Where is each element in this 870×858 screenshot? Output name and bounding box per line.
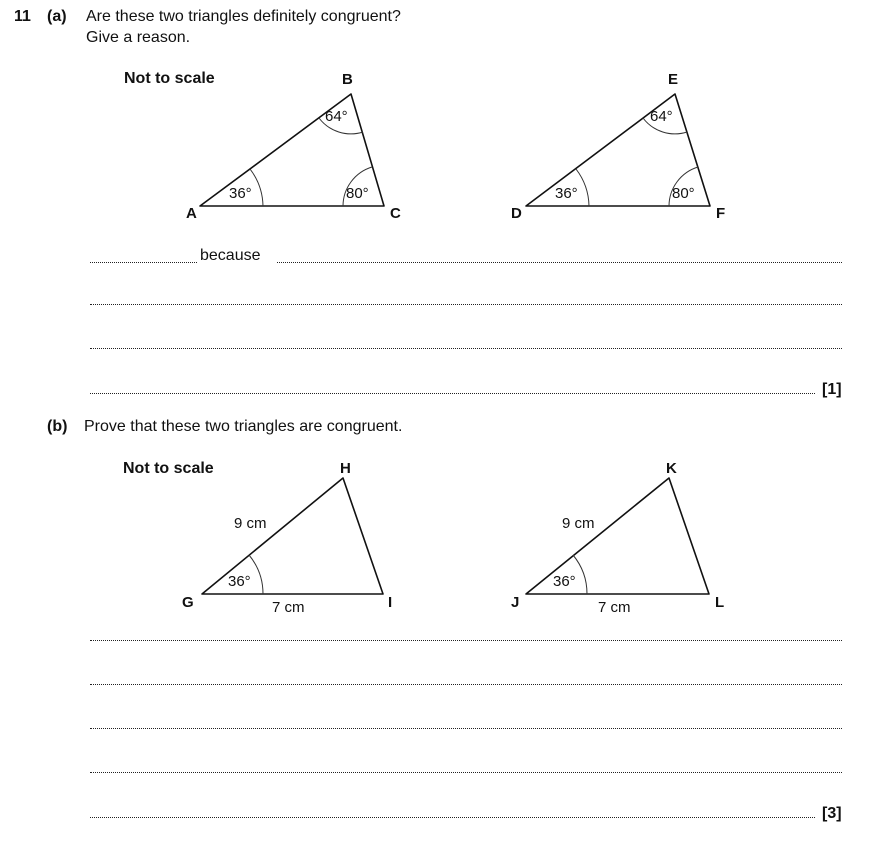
vertex-h: H xyxy=(340,460,351,477)
angle-g-label: 36° xyxy=(228,573,251,590)
part-a-label: (a) xyxy=(47,8,67,25)
marks-b: [3] xyxy=(822,805,842,822)
vertex-e: E xyxy=(668,71,679,88)
side-jk-label: 9 cm xyxy=(562,515,595,532)
marks-a: [1] xyxy=(822,381,842,398)
side-gh-label: 9 cm xyxy=(234,515,267,532)
part-a-question-line2: Give a reason. xyxy=(86,29,191,46)
proof-line-3[interactable] xyxy=(90,728,842,729)
vertex-d: D xyxy=(511,205,522,222)
angle-b-label: 64° xyxy=(325,108,348,125)
side-jl-label: 7 cm xyxy=(598,599,631,616)
part-b-question: Prove that these two triangles are congruent. xyxy=(84,418,403,435)
proof-line-1[interactable] xyxy=(90,640,842,641)
angle-f-label: 80° xyxy=(672,185,695,202)
question-number: 11 xyxy=(14,8,31,25)
part-b-label: (b) xyxy=(47,418,68,435)
proof-line-2[interactable] xyxy=(90,684,842,685)
proof-line-5[interactable] xyxy=(90,817,815,818)
vertex-a: A xyxy=(186,205,197,222)
vertex-j: J xyxy=(511,594,520,611)
because-label: because xyxy=(200,247,261,264)
part-a-question-line1: Are these two triangles definitely congruent? xyxy=(86,8,401,25)
not-to-scale-b: Not to scale xyxy=(123,460,214,477)
proof-line-4[interactable] xyxy=(90,772,842,773)
vertex-l: L xyxy=(715,594,725,611)
angle-j-label: 36° xyxy=(553,573,576,590)
side-gi-label: 7 cm xyxy=(272,599,305,616)
angle-a-label: 36° xyxy=(229,185,252,202)
vertex-f: F xyxy=(716,205,726,222)
vertex-b: B xyxy=(342,71,353,88)
angle-d-label: 36° xyxy=(555,185,578,202)
vertex-i: I xyxy=(388,594,393,611)
angle-e-label: 64° xyxy=(650,108,673,125)
arc-angle-g xyxy=(249,555,263,594)
vertex-g: G xyxy=(182,594,194,611)
vertex-k: K xyxy=(666,460,677,477)
not-to-scale-a: Not to scale xyxy=(124,70,215,87)
vertex-c: C xyxy=(390,205,401,222)
angle-c-label: 80° xyxy=(346,185,369,202)
